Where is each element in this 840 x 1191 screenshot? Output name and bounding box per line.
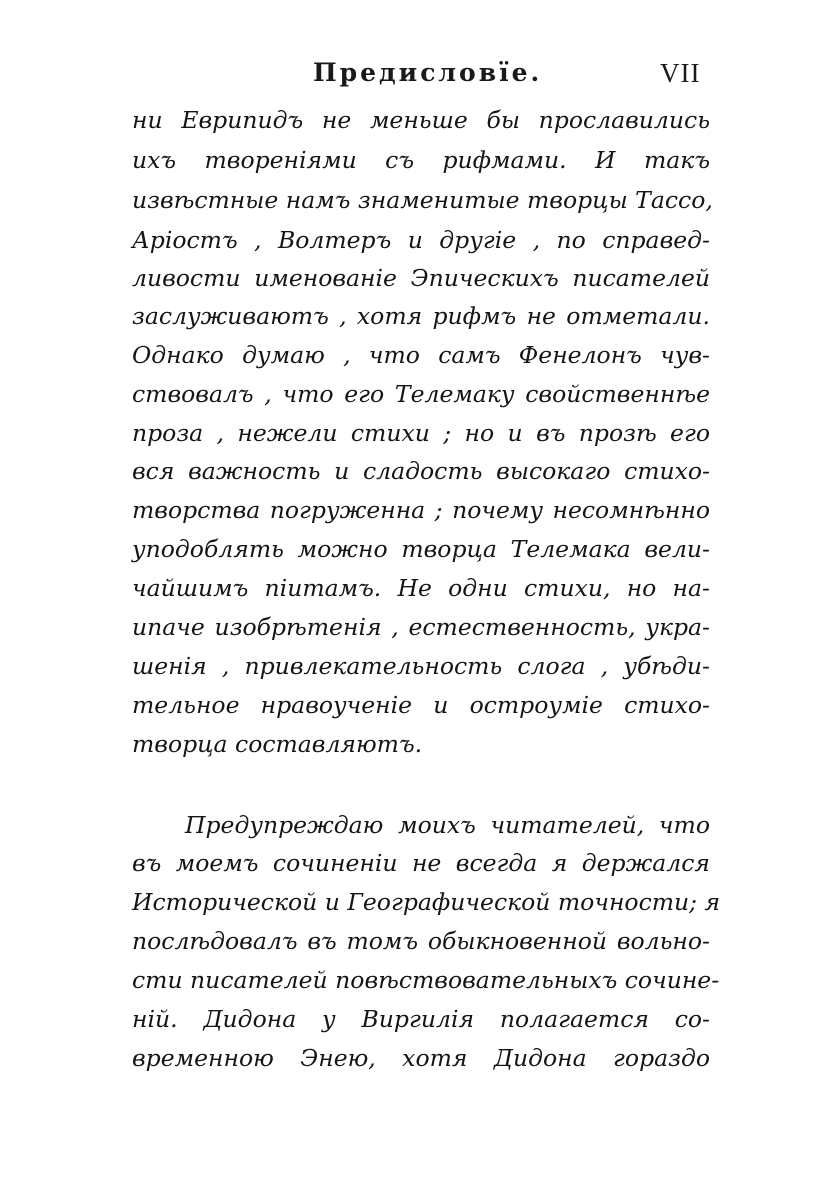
text-line: Однако думаю , что самъ Фенелонъ чув- bbox=[132, 341, 710, 369]
running-head bbox=[0, 58, 840, 98]
text-line: послѣдовалъ въ томъ обыкновенной вольно- bbox=[132, 927, 710, 955]
text-line: творца составляютъ. bbox=[132, 730, 423, 758]
text-line: въ моемъ сочиненiи не всегда я держался bbox=[132, 849, 710, 877]
page-number: VII bbox=[660, 58, 701, 88]
text-line: уподоблять можно творца Телемака вели- bbox=[132, 535, 710, 563]
text-line: извѣстные намъ знаменитые творцы Тассо, bbox=[132, 186, 713, 214]
text-line: чайшимъ пiитамъ. Не одни стихи, но на- bbox=[132, 574, 710, 602]
text-line: вся важность и сладость высокаго стихо- bbox=[132, 457, 710, 485]
text-line: Арiостъ , Волтеръ и другiе , по справед- bbox=[132, 226, 710, 254]
text-line: нiй. Дидона у Виргилiя полагается со- bbox=[132, 1005, 710, 1033]
text-line: творства погруженна ; почему несомнѣнно bbox=[132, 496, 710, 524]
text-line: сти писателей повѣствовательныхъ сочине- bbox=[132, 966, 720, 994]
text-line: заслуживаютъ , хотя рифмъ не отметали. bbox=[132, 302, 710, 330]
text-line: ипаче изобрѣтенiя , естественность, укра- bbox=[132, 613, 710, 641]
text-line: ливости именованiе Эпическихъ писателей bbox=[132, 264, 710, 292]
text-line: ствовалъ , что его Телемаку свойственнѣе bbox=[132, 380, 710, 408]
text-line: ни Еврипидъ не меньше бы прославились bbox=[132, 106, 710, 134]
text-line: Предупреждаю моихъ читателей, что bbox=[185, 811, 710, 839]
running-head-title: Предисловїе. bbox=[313, 58, 543, 87]
text-line: Исторической и Географической точности; я bbox=[132, 888, 721, 916]
text-line: проза , нежели стихи ; но и въ прозѣ его bbox=[132, 419, 710, 447]
text-line: временною Энею, хотя Дидона гораздо bbox=[132, 1044, 710, 1072]
text-line: ихъ творенiями съ рифмами. И такъ bbox=[132, 146, 710, 174]
text-line: шенiя , привлекательность слога , убѣди- bbox=[132, 652, 710, 680]
text-line: тельное нравоученiе и остроумiе стихо- bbox=[132, 691, 710, 719]
